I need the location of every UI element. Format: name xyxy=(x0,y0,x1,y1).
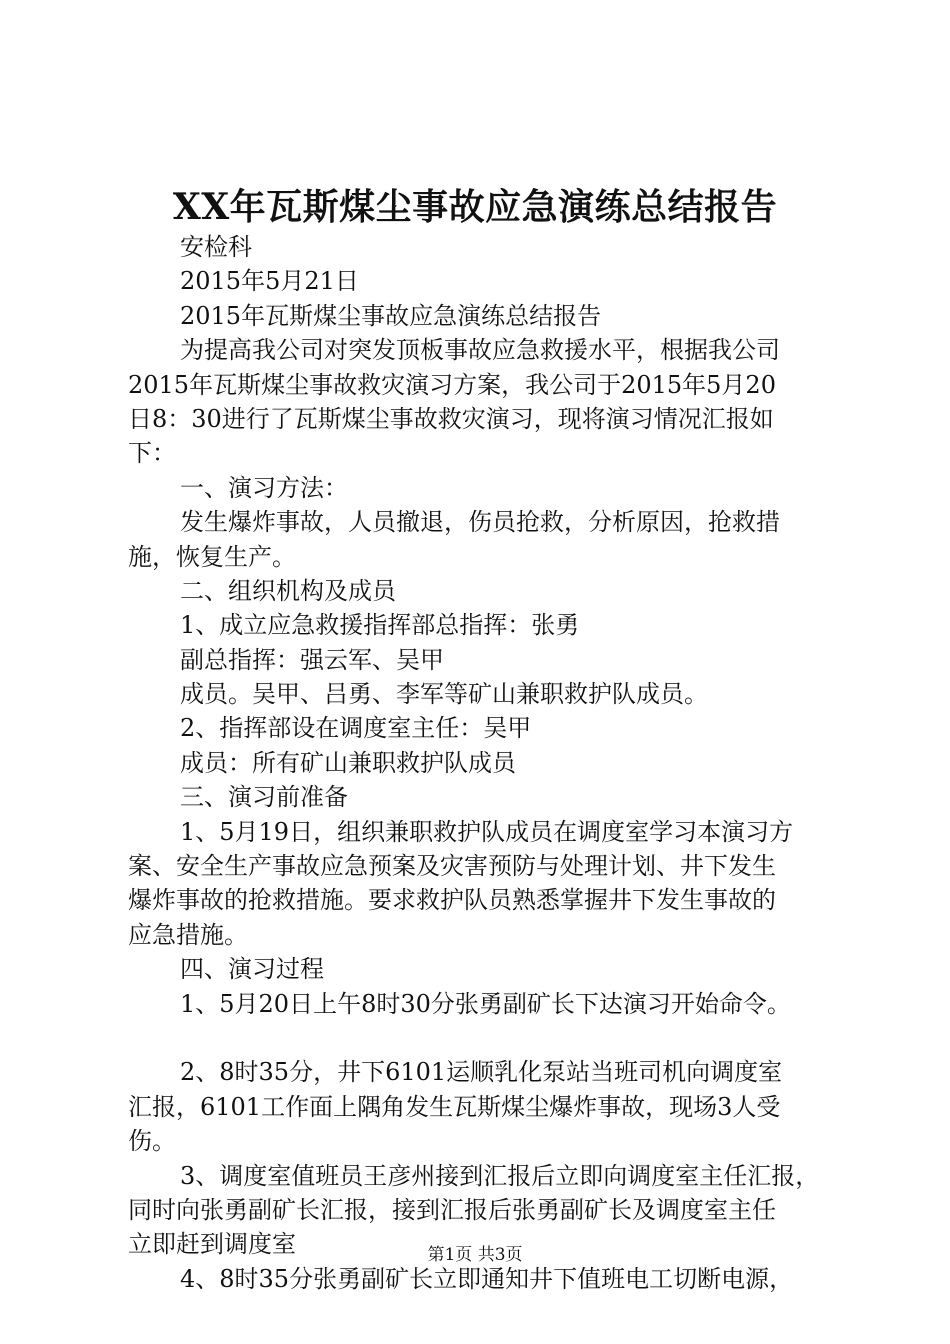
body-line: 下： xyxy=(128,439,176,468)
body-line: 同时向张勇副矿长汇报，接到汇报后张勇副矿长及调度室主任 xyxy=(128,1195,776,1224)
body-line: 伤。 xyxy=(128,1127,176,1156)
body-line: 案、安全生产事故应急预案及灾害预防与处理计划、井下发生 xyxy=(128,852,776,881)
body-line: 应急措施。 xyxy=(128,920,248,949)
body-line: 立即赶到调度室 xyxy=(128,1230,296,1259)
body-line: 日8：30进行了瓦斯煤尘事故救灾演习，现将演习情况汇报如 xyxy=(128,404,774,433)
body-line: 汇报，6101工作面上隅角发生瓦斯煤尘爆炸事故，现场3人受 xyxy=(128,1092,781,1121)
body-line: 2、指挥部设在调度室主任：吴甲 xyxy=(180,714,532,743)
body-line: 四、演习过程 xyxy=(180,955,324,984)
body-line: 安检科 xyxy=(180,233,252,261)
body-line: 施，恢复生产。 xyxy=(128,542,296,571)
body-line: 1、5月20日上午8时30分张勇副矿长下达演习开始命令。 xyxy=(180,989,791,1018)
body-line: 为提高我公司对突发顶板事故应急救援水平，根据我公司 xyxy=(180,336,780,365)
body-line: 成员。吴甲、吕勇、李军等矿山兼职救护队成员。 xyxy=(180,680,708,709)
body-line: 成员：所有矿山兼职救护队成员 xyxy=(180,748,516,777)
body-line: 二、组织机构及成员 xyxy=(180,576,396,605)
body-line: 2015年瓦斯煤尘事故应急演练总结报告 xyxy=(180,301,602,330)
body-line xyxy=(128,1021,840,1055)
body-line: 三、演习前准备 xyxy=(180,783,348,812)
body-line: 4、8时35分张勇副矿长立即通知井下值班电工切断电源， xyxy=(180,1264,794,1293)
body-line: 一、演习方法： xyxy=(180,473,348,502)
page-footer: 第1页 共3页 xyxy=(427,1245,523,1265)
document-title: XX年瓦斯煤尘事故应急演练总结报告 xyxy=(172,186,778,228)
body-line: 发生爆炸事故，人员撤退，伤员抢救，分析原因，抢救措 xyxy=(180,508,780,537)
body-line: 1、成立应急救援指挥部总指挥：张勇 xyxy=(180,611,580,640)
body-line: 3、调度室值班员王彦州接到汇报后立即向调度室主任汇报， xyxy=(180,1161,820,1190)
body-line: 爆炸事故的抢救措施。要求救护队员熟悉掌握井下发生事故的 xyxy=(128,886,776,915)
body-line: 2015年5月21日 xyxy=(180,267,359,296)
body-line: 2015年瓦斯煤尘事故救灾演习方案，我公司于2015年5月20 xyxy=(128,370,776,399)
body-line: 副总指挥：强云军、吴甲 xyxy=(180,645,444,674)
document-body xyxy=(128,230,840,1296)
body-line: 1、5月19日，组织兼职救护队成员在调度室学习本演习方 xyxy=(180,817,794,846)
body-line: 2、8时35分，井下6101运顺乳化泵站当班司机向调度室 xyxy=(180,1058,783,1087)
